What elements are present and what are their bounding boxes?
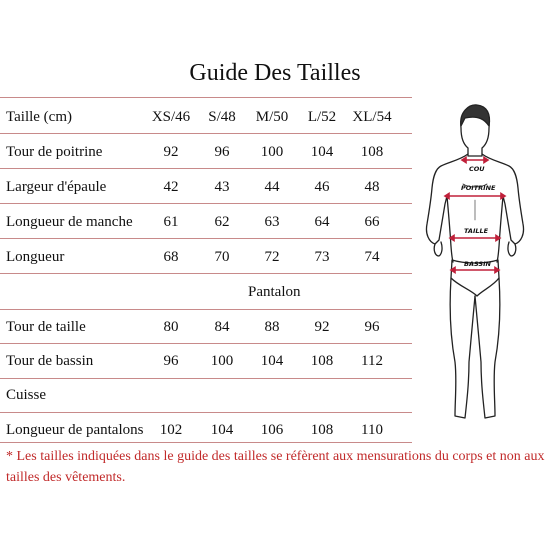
rule xyxy=(0,133,412,134)
table-cell: 68 xyxy=(163,249,179,265)
table-cell: 80 xyxy=(163,319,179,335)
table-cell: 43 xyxy=(214,179,230,195)
row-label: Largeur d'épaule xyxy=(6,179,107,195)
table-cell: 106 xyxy=(260,422,284,438)
table-cell: 88 xyxy=(264,319,280,335)
body-measurement-figure xyxy=(405,100,545,430)
size-header: S/48 xyxy=(208,109,236,125)
row-label: Longueur de manche xyxy=(6,214,133,230)
table-cell: 44 xyxy=(264,179,280,195)
size-header: L/52 xyxy=(307,109,337,125)
poitrine-label: POITRINE xyxy=(461,184,496,192)
table-cell: 102 xyxy=(159,422,183,438)
legs-outline xyxy=(475,278,500,418)
row-label: Tour de poitrine xyxy=(6,144,103,160)
left-hand xyxy=(434,242,442,256)
row-label: Tour de bassin xyxy=(6,353,94,369)
legs-outline xyxy=(450,278,475,418)
rule-top xyxy=(0,97,412,98)
table-cell: 104 xyxy=(210,422,234,438)
table-cell: 62 xyxy=(214,214,230,230)
hair xyxy=(461,105,490,126)
table-cell: 48 xyxy=(364,179,380,195)
table-cell: 74 xyxy=(364,249,380,265)
pantalon-heading: Pantalon xyxy=(248,284,301,300)
table-cell: 108 xyxy=(310,353,334,369)
rule xyxy=(0,378,412,379)
table-cell: 104 xyxy=(310,144,334,160)
table-cell: 100 xyxy=(210,353,234,369)
rule xyxy=(0,343,412,344)
size-header: XS/46 xyxy=(151,109,191,125)
header-label: Taille (cm) xyxy=(6,109,72,125)
table-cell: 96 xyxy=(214,144,230,160)
bassin-label: BASSIN xyxy=(464,260,491,268)
table-cell: 64 xyxy=(314,214,330,230)
right-hand xyxy=(508,242,516,256)
table-cell: 92 xyxy=(314,319,330,335)
table-cell: 70 xyxy=(214,249,230,265)
table-cell: 92 xyxy=(163,144,179,160)
size-note: * Les tailles indiquées dans le guide des tailles se réfèrent aux mensurations du corps et non aux tailles des vêtements. xyxy=(6,449,545,485)
torso-outline xyxy=(426,154,468,262)
rule xyxy=(0,309,412,310)
table-cell: 42 xyxy=(163,179,179,195)
table-cell: 84 xyxy=(214,319,230,335)
table-cell: 66 xyxy=(364,214,380,230)
table-cell: 96 xyxy=(163,353,179,369)
cuisse-heading: Cuisse xyxy=(6,387,47,403)
row-label: Tour de taille xyxy=(6,319,86,335)
size-header: XL/54 xyxy=(352,109,392,125)
rule xyxy=(0,168,412,169)
cou-label: COU xyxy=(469,165,485,173)
size-guide-title: Guide Des Tailles xyxy=(189,60,361,86)
rule-bottom xyxy=(0,442,412,443)
rule xyxy=(0,273,412,274)
rule xyxy=(0,238,412,239)
table-cell: 110 xyxy=(361,422,383,438)
row-label: Longueur xyxy=(6,249,65,265)
row-label: Longueur de pantalons xyxy=(6,422,144,438)
table-cell: 96 xyxy=(364,319,380,335)
table-cell: 61 xyxy=(163,214,179,230)
table-cell: 112 xyxy=(361,353,383,369)
table-cell: 72 xyxy=(264,249,280,265)
table-cell: 108 xyxy=(360,144,384,160)
rule xyxy=(0,203,412,204)
size-header: M/50 xyxy=(255,109,289,125)
table-cell: 73 xyxy=(314,249,330,265)
torso-outline xyxy=(482,154,524,262)
table-cell: 104 xyxy=(260,353,284,369)
table-cell: 108 xyxy=(310,422,334,438)
table-cell: 100 xyxy=(260,144,284,160)
taille-label: TAILLE xyxy=(464,227,489,235)
table-cell: 63 xyxy=(264,214,280,230)
table-cell: 46 xyxy=(314,179,330,195)
rule xyxy=(0,412,412,413)
